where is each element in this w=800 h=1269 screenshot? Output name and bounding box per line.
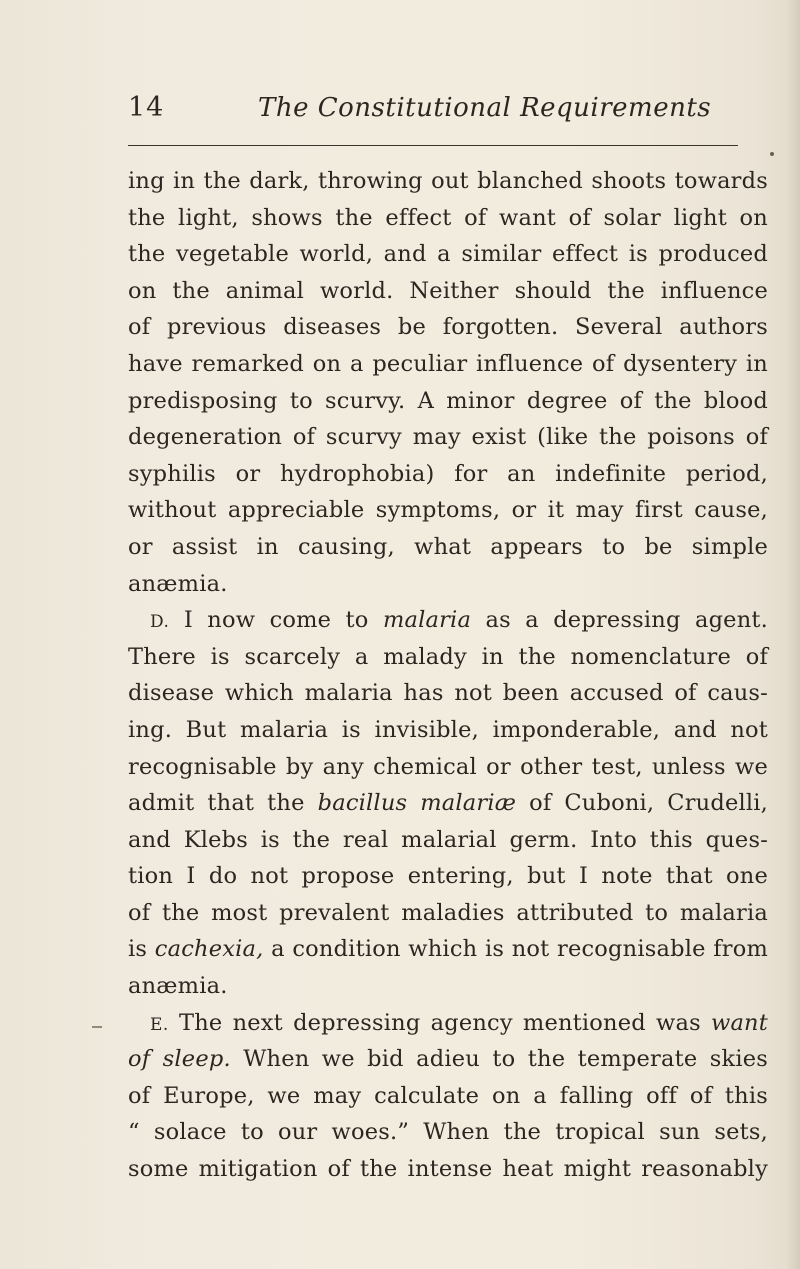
text-line: degeneration of scurvy may exist (like the poisons of: [128, 424, 768, 451]
text-line: “ solace to our woes.” When the tropical sun sets,: [128, 1119, 768, 1146]
text-segment: is: [128, 936, 155, 963]
text-segment: I now come to: [169, 607, 383, 634]
text-line: some mitigation of the intense heat might reasonably: [128, 1156, 768, 1183]
text-line: of previous diseases be forgotten. Several authors: [128, 314, 768, 341]
text-line: ing in the dark, throwing out blanched shoots towards: [128, 168, 768, 194]
text-line: [128, 602, 768, 639]
text-line: [128, 785, 768, 822]
text-line: the light, shows the effect of want of solar light on: [128, 204, 768, 231]
text-line: without appreciable symptoms, or it may first cause,: [128, 497, 768, 524]
header-rule: [128, 145, 738, 146]
text-segment: When we bid adieu to the temperate skies: [230, 1046, 768, 1073]
text-segment: admit that the: [128, 790, 318, 817]
text-line: have remarked on a peculiar influence of dysentery in: [128, 350, 768, 377]
section-letter: D.: [150, 612, 170, 633]
text-line: [128, 1041, 768, 1078]
text-line: recognisable by any chemical or other test, unless we: [128, 753, 768, 780]
text-line: anæmia.: [128, 570, 228, 597]
text-segment: a condition which is not recognisable from: [263, 936, 768, 963]
text-line: syphilis or hydrophobia) for an indefinite period,: [128, 460, 768, 487]
text-line: the vegetable world, and a similar effect is produced: [128, 241, 768, 268]
text-segment: as a depressing agent.: [471, 607, 768, 634]
margin-mark: [92, 1026, 102, 1028]
body-text: [128, 163, 768, 1188]
text-line: or assist in causing, what appears to be simple: [128, 533, 768, 560]
section-letter: E.: [150, 1014, 169, 1035]
text-segment: The next depressing agency mentioned was: [168, 1009, 711, 1036]
italic-term: cachexia,: [154, 936, 264, 963]
text-segment: of Cuboni, Crudelli,: [516, 790, 768, 817]
text-line: of the most prevalent maladies attributed to malaria: [128, 899, 768, 926]
page-number: 14: [128, 92, 165, 123]
text-line: disease which malaria has not been accused of caus-: [128, 680, 768, 707]
text-line: There is scarcely a malady in the nomenclature of: [128, 643, 768, 670]
text-line: anæmia.: [128, 973, 228, 1000]
text-line: [128, 931, 768, 968]
text-line: ing. But malaria is invisible, imponderable, and not: [128, 716, 768, 743]
page-edge-shadow: [786, 0, 800, 1269]
italic-term: bacillus malariæ: [317, 790, 517, 817]
rule-mark: [770, 152, 774, 156]
text-line: of Europe, we may calculate on a falling off of this: [128, 1082, 768, 1109]
text-line: on the animal world. Neither should the influence: [128, 277, 768, 304]
running-title: The Constitutional Requirements: [258, 93, 712, 123]
text-line: [128, 1005, 768, 1042]
italic-term: malaria: [382, 607, 472, 634]
text-line: tion I do not propose entering, but I note that one: [128, 863, 768, 890]
text-line: and Klebs is the real malarial germ. Into this ques-: [128, 826, 768, 853]
page-header: [128, 92, 768, 132]
text-line: predisposing to scurvy. A minor degree of the blood: [128, 387, 768, 414]
italic-term: want: [710, 1009, 768, 1036]
italic-term: of sleep.: [128, 1046, 231, 1073]
